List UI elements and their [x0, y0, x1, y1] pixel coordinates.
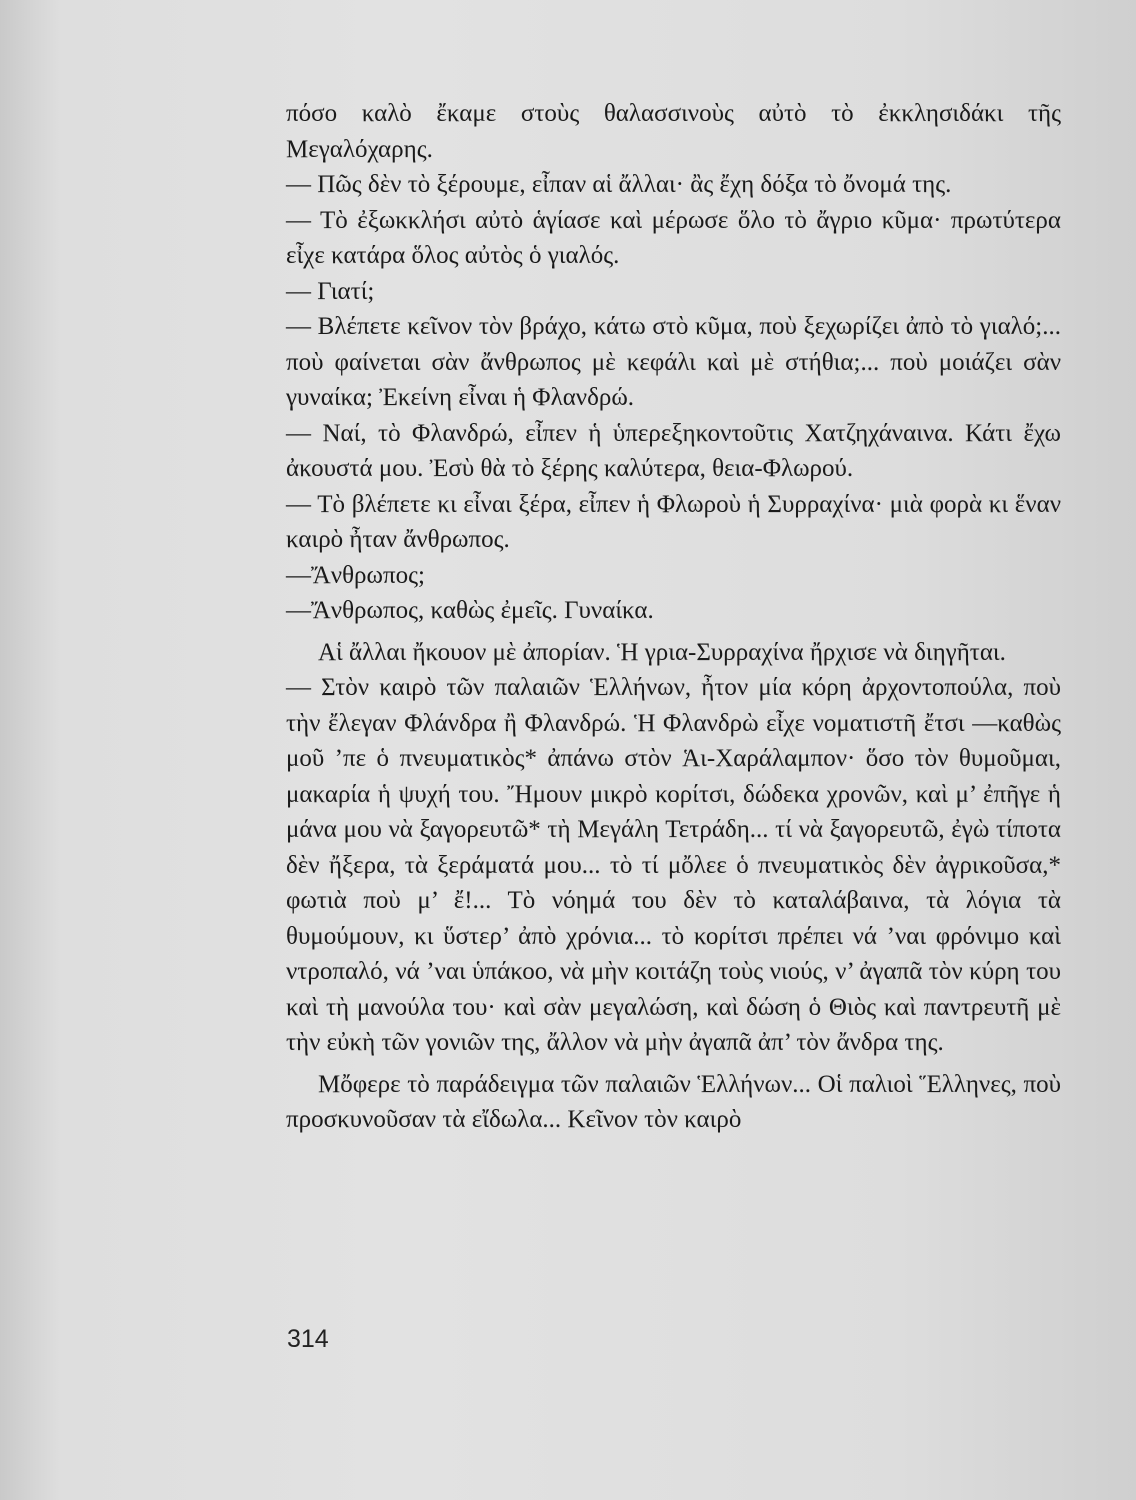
paragraph-2: — Πῶς δὲν τὸ ξέρουμε, εἶπαν αἱ ἄλλαι· ἂς ἔχη δόξα τὸ ὄνομά της. — [286, 171, 952, 198]
paragraph-7: — Τὸ βλέπετε κι εἶναι ξέρα, εἶπεν ἡ Φλωροὺ ἡ Συρραχίνα· μιὰ φορὰ κι ἕναν καιρὸ ἦταν ἄνθρωπος. — [286, 490, 1061, 553]
paragraph-3: — Τὸ ἐξωκκλήσι αὐτὸ ἁγίασε καὶ μέρωσε ὅλο τὸ ἄγριο κῦμα· πρωτύτερα εἶχε κατάρα ὅλος αὐτὸς ὁ γιαλός. — [286, 206, 1061, 269]
page-number: 314 — [287, 1325, 329, 1353]
paragraph-6: — Ναί, τὸ Φλανδρώ, εἶπεν ἡ ὑπερεξηκοντοῦτις Χατζηχάναινα. Κάτι ἔχω ἀκουστά μου. Ἐσὺ θὰ τὸ ξέρης καλύτερα, θεια-Φλωρού. — [286, 419, 1061, 482]
paragraph-10: Αἱ ἄλλαι ἤκουον μὲ ἀπορίαν. Ἡ γρια-Συρραχίνα ἤρχισε νὰ διηγῆται. — [318, 638, 1006, 666]
paragraph-9: —Ἄνθρωπος, καθὼς ἐμεῖς. Γυναίκα. — [286, 597, 654, 624]
paragraph-1: πόσο καλὸ ἔκαμε στοὺς θαλασσινοὺς αὐτὸ τὸ ἐκκλησιδάκι τῆς Μεγαλόχαρης. — [286, 100, 1061, 163]
paragraph-11: — Στὸν καιρὸ τῶν παλαιῶν Ἑλλήνων, ἦτον μία κόρη ἀρχοντοπούλα, ποὺ τὴν ἔλεγαν Φλάνδρα ἢ Φλανδρώ. Ἡ Φλανδρὼ εἶχε νοματιστῆ ἔτσι —καθὼς μοῦ ’πε ὁ πνευματικὸς* ἀπάνω στὸν Ἁι-Χαράλαμπον· ὅσο τὸν θυμοῦμαι, μακαρία ἡ ψυχή του. Ἤμουν μικρὸ κορίτσι, δώδεκα χρονῶν, καὶ μ’ ἐπῆγε ἡ μάνα μου νὰ ξαγορευτῶ* τὴ Μεγάλη Τετράδη... τί νὰ ξαγορευτῶ, ἐγὼ τίποτα δὲν ἤξερα, τὰ ξεράματά μου... τὸ τί μὄλεε ὁ πνευματικὸς δὲν ἀγρικοῦσα,* φωτιὰ ποὺ μ’ ἔ!... Τὸ νόημά του δὲν τὸ καταλάβαινα, τὰ λόγια τὰ θυμούμουν, κι ὕστερ’ ἀπὸ χρόνια... τὸ κορίτσι πρέπει νά ’ναι φρόνιμο καὶ ντροπαλό, νά ’ναι ὑπάκοο, νὰ μὴν κοιτάζη τοὺς νιούς, ν’ ἀγαπᾶ τὸν κύρη του καὶ τὴ μανούλα του· καὶ σὰν μεγαλώση, καὶ δώση ὁ Θιὸς καὶ παντρευτῆ μὲ τὴν εὐκὴ τῶν γονιῶν της, ἄλλον νὰ μὴν ἀγαπᾶ ἀπ’ τὸν ἄνδρα της. — [286, 674, 1061, 1056]
paragraph-5: — Βλέπετε κεῖνον τὸν βράχο, κάτω στὸ κῦμα, ποὺ ξεχωρίζει ἀπὸ τὸ γιαλό;... ποὺ φαίνεται σὰν ἄνθρωπος μὲ κεφάλι καὶ μὲ στήθια;... ποὺ μοιάζει σὰν γυναίκα; Ἐκείνη εἶναι ἡ Φλανδρώ. — [286, 313, 1061, 411]
page-text-block — [286, 96, 1061, 1138]
paragraph-12: Μὄφερε τὸ παράδειγμα τῶν παλαιῶν Ἑλλήνων... Οἱ παλιοὶ Ἕλληνες, ποὺ προσκυνοῦσαν τὰ εἴδωλα... Κεῖνον τὸν καιρὸ — [286, 1070, 1061, 1133]
paragraph-8: —Ἄνθρωπος; — [286, 561, 425, 589]
paragraph-4: — Γιατί; — [286, 277, 375, 305]
